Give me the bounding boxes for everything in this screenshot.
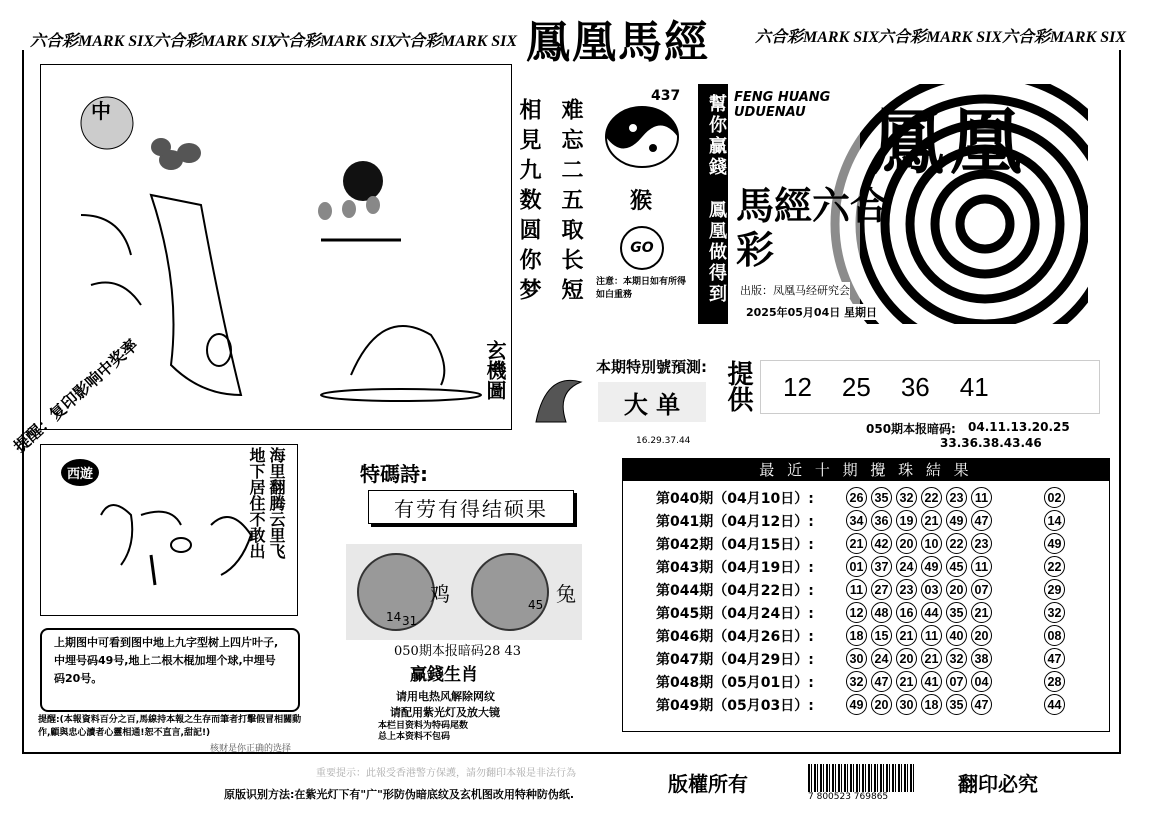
result-ball: 04 bbox=[971, 671, 992, 692]
prediction-numbers-box bbox=[760, 360, 1100, 414]
result-ball: 30 bbox=[846, 648, 867, 669]
results-balls bbox=[846, 694, 996, 715]
go-icon bbox=[620, 226, 664, 270]
special-poem-box bbox=[368, 490, 574, 524]
footer-faded-note: 重要提示：此報受香港警方保護，請勿翻印本報是非法行為 bbox=[316, 768, 576, 779]
results-period: 第041期（04月12日）: bbox=[656, 513, 814, 530]
result-ball: 18 bbox=[846, 625, 867, 646]
result-special-ball: 44 bbox=[1044, 694, 1065, 715]
results-heading bbox=[622, 458, 1110, 480]
results-period: 第045期（04月24日）: bbox=[656, 605, 814, 622]
comic-label: 西遊 bbox=[61, 459, 99, 486]
poem-note: 注意：本期日如有所得如白重務 bbox=[596, 277, 687, 300]
result-ball: 26 bbox=[846, 487, 867, 508]
results-balls bbox=[846, 648, 996, 669]
result-ball: 21 bbox=[896, 671, 917, 692]
result-ball: 21 bbox=[971, 602, 992, 623]
poem-zodiac: 猴 bbox=[630, 189, 653, 214]
reminder-text: 提醒：复印影响中奖率 bbox=[10, 335, 142, 457]
results-balls bbox=[846, 579, 996, 600]
banner-graphic bbox=[730, 84, 1088, 324]
result-ball: 11 bbox=[971, 556, 992, 577]
mark-six-label: 六合彩MARK SIX bbox=[1002, 29, 1127, 46]
result-ball: 35 bbox=[946, 694, 967, 715]
result-ball: 49 bbox=[846, 694, 867, 715]
zodiac-num-1: 14 bbox=[386, 610, 402, 624]
banner-sub-title: 馬經六合彩 bbox=[736, 183, 889, 272]
result-ball: 27 bbox=[871, 579, 892, 600]
result-ball: 15 bbox=[871, 625, 892, 646]
result-special-ball: 28 bbox=[1044, 671, 1065, 692]
result-ball: 24 bbox=[896, 556, 917, 577]
result-ball: 01 bbox=[846, 556, 867, 577]
prediction-number: 41 bbox=[959, 371, 989, 402]
result-ball: 21 bbox=[921, 510, 942, 531]
result-ball: 11 bbox=[921, 625, 942, 646]
result-ball: 41 bbox=[921, 671, 942, 692]
results-balls bbox=[846, 625, 996, 646]
banner-left-strip bbox=[698, 84, 728, 324]
result-ball: 47 bbox=[871, 671, 892, 692]
result-ball: 42 bbox=[871, 533, 892, 554]
mark-six-label: 六合彩MARK SIX bbox=[153, 33, 278, 50]
result-special-ball: 47 bbox=[1044, 648, 1065, 669]
result-ball: 38 bbox=[971, 648, 992, 669]
prediction-number: 12 bbox=[783, 371, 812, 402]
results-period: 第043期（04月19日）: bbox=[656, 559, 814, 576]
result-ball: 21 bbox=[846, 533, 867, 554]
result-special-ball: 49 bbox=[1044, 533, 1065, 554]
results-row bbox=[656, 693, 1069, 716]
banner-date: 2025年05月04日 星期日 bbox=[746, 306, 878, 319]
result-special-ball: 29 bbox=[1044, 579, 1065, 600]
result-ball: 18 bbox=[921, 694, 942, 715]
footer-copyright: 版權所有 bbox=[668, 772, 748, 796]
poem-col-2: 相見九数圆你梦 bbox=[516, 98, 542, 308]
result-ball: 45 bbox=[946, 556, 967, 577]
result-ball: 40 bbox=[946, 625, 967, 646]
zodiac-right-label: 兔 bbox=[556, 582, 576, 606]
result-ball: 07 bbox=[946, 671, 967, 692]
dark-code-line-1: 04.11.13.20.25 bbox=[968, 420, 1070, 434]
win-zodiac-title: 赢錢生肖 bbox=[410, 665, 478, 685]
zodiac-line-1: 请用电热风解除网纹 bbox=[396, 690, 495, 703]
comic-poem-col-1: 海里翻腾云里飞 bbox=[267, 447, 286, 559]
zodiac-left-label: 鸡 bbox=[430, 582, 450, 606]
result-ball: 23 bbox=[971, 533, 992, 554]
banner-slogan-1: 幫你贏錢 bbox=[706, 94, 727, 178]
results-balls bbox=[846, 510, 996, 531]
results-period: 第048期（05月01日）: bbox=[656, 674, 814, 691]
results-row bbox=[656, 555, 1069, 578]
zodiac-line-3: 本栏目资料为特码尾数 bbox=[378, 721, 469, 731]
result-ball: 20 bbox=[871, 694, 892, 715]
banner-publisher: 出版：凤凰马经研究会 bbox=[740, 284, 850, 297]
results-balls bbox=[846, 487, 996, 508]
barcode-number: 7 800523 769865 bbox=[808, 792, 889, 802]
result-ball: 22 bbox=[946, 533, 967, 554]
result-ball: 32 bbox=[896, 487, 917, 508]
prediction-number: 36 bbox=[900, 371, 930, 402]
mark-six-label: 六合彩MARK SIX bbox=[393, 33, 518, 50]
result-ball: 20 bbox=[896, 648, 917, 669]
result-special-ball: 22 bbox=[1044, 556, 1065, 577]
results-row bbox=[656, 486, 1069, 509]
result-special-ball: 08 bbox=[1044, 625, 1065, 646]
footer-method: 原版识别方法:在紫光灯下有"广"形防伪暗底纹及玄机图改用特种防伪纸. bbox=[224, 788, 575, 801]
result-ball: 10 bbox=[921, 533, 942, 554]
result-ball: 03 bbox=[921, 579, 942, 600]
mark-six-label: 六合彩MARK SIX bbox=[272, 33, 397, 50]
footer-no-copy: 翻印必究 bbox=[958, 772, 1038, 796]
results-row bbox=[656, 624, 1069, 647]
zodiac-num-3: 45 bbox=[528, 598, 544, 612]
mark-six-label: 六合彩MARK SIX bbox=[755, 29, 880, 46]
result-ball: 49 bbox=[946, 510, 967, 531]
results-row bbox=[656, 647, 1069, 670]
results-balls bbox=[846, 533, 996, 554]
result-ball: 48 bbox=[871, 602, 892, 623]
result-ball: 19 bbox=[896, 510, 917, 531]
page-title: 鳳凰馬經 bbox=[526, 17, 710, 68]
zodiac-line-4: 总上本资料不包码 bbox=[378, 732, 451, 742]
result-ball: 23 bbox=[946, 487, 967, 508]
result-ball: 16 bbox=[896, 602, 917, 623]
zodiac-circles bbox=[346, 544, 582, 640]
result-ball: 49 bbox=[921, 556, 942, 577]
prediction-small-nums: 16.29.37.44 bbox=[636, 436, 691, 446]
results-row bbox=[656, 578, 1069, 601]
result-ball: 34 bbox=[846, 510, 867, 531]
result-ball: 32 bbox=[946, 648, 967, 669]
dark-code-label: 050期本报暗码: bbox=[866, 422, 956, 436]
results-row bbox=[656, 509, 1069, 532]
puzzle-badge: 中 bbox=[91, 99, 111, 123]
result-ball: 36 bbox=[871, 510, 892, 531]
result-ball: 32 bbox=[846, 671, 867, 692]
comic-panel bbox=[40, 444, 298, 616]
prediction-provide: 提供 bbox=[723, 360, 753, 412]
result-ball: 07 bbox=[971, 579, 992, 600]
poem-number: 437 bbox=[651, 88, 681, 104]
mark-six-label: 六合彩MARK SIX bbox=[30, 33, 155, 50]
phoenix-icon bbox=[526, 362, 586, 436]
go-label: GO bbox=[630, 240, 654, 256]
zodiac-num-2: 31 bbox=[402, 614, 418, 628]
hint-text: 上期图中可看到图中地上九字型树上四片叶子,中埋号码49号,地上二根木棍加埋个球,中埋号码20号。 bbox=[54, 636, 279, 685]
hint-box bbox=[40, 628, 300, 712]
footer-small-note: 核财是你正确的选择 bbox=[210, 744, 292, 754]
result-special-ball: 32 bbox=[1044, 602, 1065, 623]
prediction-number: 25 bbox=[841, 371, 871, 402]
results-period: 第049期（05月03日）: bbox=[656, 697, 814, 714]
result-ball: 44 bbox=[921, 602, 942, 623]
result-ball: 20 bbox=[946, 579, 967, 600]
result-ball: 35 bbox=[871, 487, 892, 508]
results-balls bbox=[846, 556, 996, 577]
result-ball: 20 bbox=[971, 625, 992, 646]
zodiac-dark-code: 050期本报暗码28 43 bbox=[394, 644, 522, 659]
results-heading-text: 最 近 十 期 攪 珠 結 果 bbox=[759, 460, 973, 479]
results-period: 第046期（04月26日）: bbox=[656, 628, 814, 645]
result-ball: 11 bbox=[846, 579, 867, 600]
results-period: 第044期（04月22日）: bbox=[656, 582, 814, 599]
zodiac-line-2: 请配用紫光灯及放大镜 bbox=[390, 706, 500, 719]
results-period: 第040期（04月10日）: bbox=[656, 490, 814, 507]
result-ball: 23 bbox=[896, 579, 917, 600]
result-ball: 47 bbox=[971, 694, 992, 715]
result-ball: 47 bbox=[971, 510, 992, 531]
dark-code-line-2: 33.36.38.43.46 bbox=[940, 436, 1042, 450]
results-period: 第047期（04月29日）: bbox=[656, 651, 814, 668]
prediction-box bbox=[598, 382, 706, 422]
results-balls bbox=[846, 602, 996, 623]
barcode bbox=[808, 764, 916, 792]
yin-yang-icon bbox=[603, 104, 681, 174]
banner-slogan-2: 鳳凰做得到 bbox=[706, 200, 727, 305]
result-ball: 37 bbox=[871, 556, 892, 577]
result-ball: 11 bbox=[971, 487, 992, 508]
result-ball: 21 bbox=[896, 625, 917, 646]
result-ball: 30 bbox=[896, 694, 917, 715]
result-ball: 24 bbox=[871, 648, 892, 669]
results-row bbox=[656, 532, 1069, 555]
result-ball: 12 bbox=[846, 602, 867, 623]
result-ball: 21 bbox=[921, 648, 942, 669]
results-period: 第042期（04月15日）: bbox=[656, 536, 814, 553]
mark-six-label: 六合彩MARK SIX bbox=[878, 29, 1003, 46]
prediction-label: 本期特別號預測: bbox=[596, 358, 707, 376]
result-ball: 35 bbox=[946, 602, 967, 623]
result-ball: 22 bbox=[921, 487, 942, 508]
banner-big-title: 鳳凰 bbox=[872, 99, 1029, 184]
banner-english: FENG HUANG UDUENAU bbox=[734, 90, 831, 120]
poem-col-1: 难忘二五取长短 bbox=[558, 98, 584, 308]
results-row bbox=[656, 601, 1069, 624]
results-row bbox=[656, 670, 1069, 693]
result-special-ball: 02 bbox=[1044, 487, 1065, 508]
special-poem-line: 有劳有得结硕果 bbox=[394, 496, 548, 521]
result-special-ball: 14 bbox=[1044, 510, 1065, 531]
warning-text: 提醒:(本報資料百分之百,馬線持本報之生存而筆者打擊假冒相關動作,顧與忠心讀者心靈相通!恕不直言,甜記!) bbox=[38, 715, 302, 738]
zodiac-image-panel bbox=[346, 544, 582, 640]
comic-poem-col-2: 地下居住不敢出 bbox=[247, 447, 266, 559]
results-balls bbox=[846, 671, 996, 692]
prediction-big-single: 大 单 bbox=[623, 389, 681, 419]
special-poem-heading: 特碼詩: bbox=[360, 462, 428, 486]
puzzle-caption: 玄機圖 bbox=[483, 340, 507, 400]
result-ball: 20 bbox=[896, 533, 917, 554]
